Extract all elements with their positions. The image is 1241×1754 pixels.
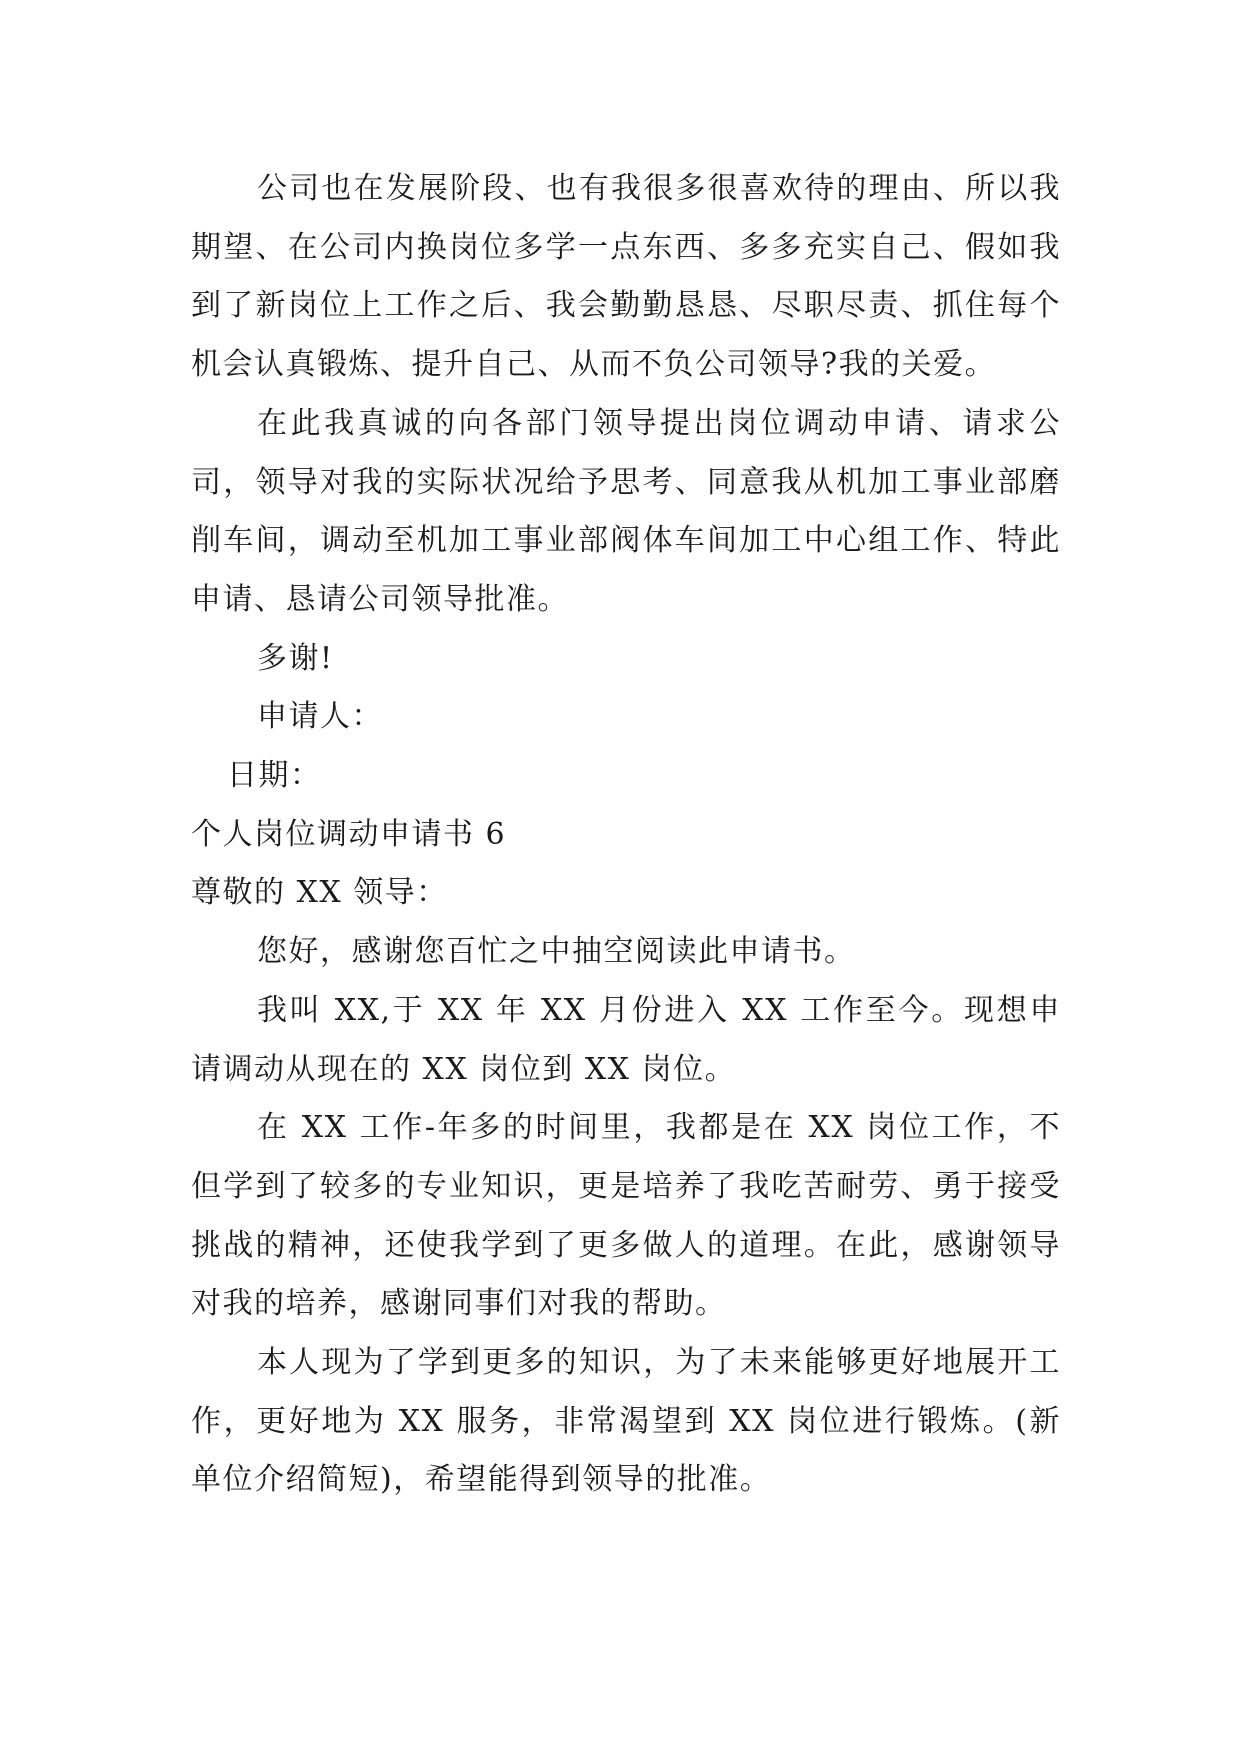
salutation: 尊敬的 XX 领导： (191, 875, 448, 911)
paragraph-greeting: 您好，感谢您百忙之中抽空阅读此申请书。 (257, 934, 856, 970)
section-title: 个人岗位调动申请书 6 (191, 816, 507, 852)
paragraph-transfer-request: 在此我真诚的向各部门领导提出岗位调动申请、请求公司，领导对我的实际状况给予思考、同意我从机加工事业部磨削车间，调动至机加工事业部阀体车间加工中心组工作、特此申请、恳请公司领导批准。 (191, 405, 1061, 617)
paragraph-experience: 在 XX 工作-年多的时间里，我都是在 XX 岗位工作，不但学到了较多的专业知识，更是培养了我吃苦耐劳、勇于接受挑战的精神，还使我学到了更多做人的道理。在此，感谢领导对我的培养，感谢同事们对我的帮助。 (191, 1110, 1061, 1322)
paragraph-thanks: 多谢! (257, 640, 334, 676)
paragraph-motivation: 本人现为了学到更多的知识，为了未来能够更好地展开工作，更好地为 XX 服务，非常渴望到 XX 岗位进行锻炼。(新单位介绍简短)，希望能得到领导的批准。 (191, 1345, 1061, 1498)
document-body (191, 160, 1061, 1510)
paragraph-transfer-reasons: 公司也在发展阶段、也有我很多很喜欢待的理由、所以我期望、在公司内换岗位多学一点东西、多多充实自己、假如我到了新岗位上工作之后、我会勤勤恳恳、尽职尽责、抓住每个机会认真锻炼、提升自己、从而不负公司领导?我的关爱。 (191, 171, 1061, 383)
date-label: 日期： (227, 758, 322, 794)
paragraph-introduction: 我叫 XX,于 XX 年 XX 月份进入 XX 工作至今。现想申请调动从现在的 XX 岗位到 XX 岗位。 (191, 992, 1061, 1087)
applicant-label: 申请人： (257, 699, 383, 735)
